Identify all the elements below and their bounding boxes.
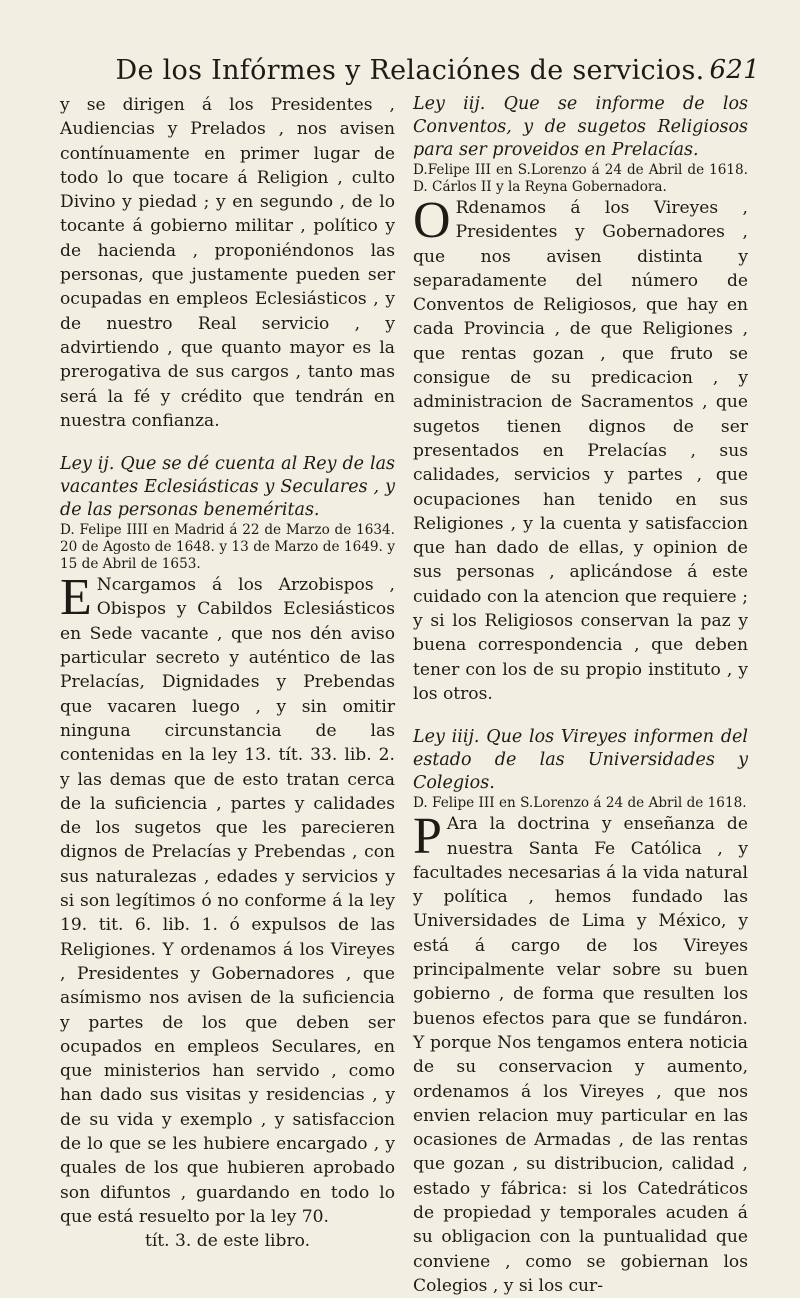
law-2-body: Ncargamos á los Arzobispos , Obispos y Cabildos Eclesiásticos en Sede vacante , que nos dén aviso particular secreto y auténtico de las Prelacías, Dignidades y Prebendas que vacaren luego , y sin omitir ninguna circunstancia de las contenidas en la ley 13. tít. 33. lib. 2. y las demas que de esto tratan cerca de la suficiencia , partes y calidades de los sugetos que les parecieren dignos de Prelacías y Prebendas , con sus naturalezas , edades y servicios y si son legítimos ó no conforme á la ley 19. tit. 6. lib. 1. ó expulsos de las Religiones. Y ordenamos á los Vireyes , Presidentes y Gobernadores , que asímismo nos avisen de la suficiencia y partes de los que deben ser ocupados en empleos Seculares, en que ministerios han servido , como han dado sus visitas y residencias , y de su vida y exemplo , y satisfaccion de lo que se les hubiere encargado , y quales de los que hubieren aprobado son difuntos , guardando en todo lo que está resuelto por la ley 70. — [60, 575, 395, 1227]
running-header — [60, 55, 760, 93]
law-3-dropcap: O — [413, 192, 451, 249]
law-2-heading: Ley ij. Que se dé cuenta al Rey de las vacantes Eclesiásticas y Seculares , y de las personas beneméritas. — [60, 454, 395, 521]
running-title: De los Infórmes y Relaciónes de servicios. — [115, 55, 705, 86]
law-4-body: Ara la doctrina y enseñanza de nuestra Santa Fe Católica , y facultades necesarias á la vida natural y política , hemos fundado las Universidades de Lima y México, y está á cargo de los Vireyes principalmente velar sobre su buen gobierno , de forma que resulten los buenos efectos para que se fundáron. Y porque Nos tengamos entera noticia de su conservacion y aumento, ordenamos á los Vireyes , que nos envien relacion muy particular en las ocasiones de Armadas , de las rentas que gozan , su distribucion, calidad , estado y fábrica: si los Catedráticos de propiedad y temporales acuden á su obligacion con la puntualidad que conviene , como se gobiernan los Colegios , y si los cur- — [413, 814, 748, 1296]
law-2-end-line: tít. 3. de este libro. — [144, 1231, 311, 1252]
law-3-decree: D.Felipe III en S.Lorenzo á 24 de Abril de 1618. D. Cárlos II y la Reyna Gobernadora. — [413, 162, 748, 195]
right-column — [413, 93, 748, 1298]
law-2-decree: D. Felipe IIII en Madrid á 22 de Marzo de 1634. 20 de Agosto de 1648. y 13 de Marzo de 1649. y 15 de Abril de 1653. — [60, 522, 395, 573]
page-number: 621 — [709, 55, 760, 85]
law-4-heading: Ley iiij. Que los Vireyes informen del estado de las Universidades y Colegios. — [413, 727, 748, 794]
law-3-body: Rdenamos á los Vireyes , Presidentes y Gobernadores , que nos avisen distinta y separadamente del número de Conventos de Religiosos, que hay en cada Provincia , de que Religiones , que rentas gozan , que fruto se consigue de su predicacion , y administracion de Sacramentos , que sugetos tienen dignos de ser presentados en Prelacías , sus calidades, servicios y partes , que ocupaciones han tenido en sus Religiones , y la cuenta y satisfaccion que han dado de ellas, y opinion de sus personas , aplicándose á este cuidado con la atencion que requiere ; y si los Religiosos conservan la paz y buena correspondencia , que deben tener con los de su propio instituto , y los otros. — [413, 198, 748, 704]
law-3-body-paragraph — [413, 192, 748, 706]
law-2-dropcap: E — [60, 569, 92, 627]
law-4-dropcap: P — [413, 808, 442, 866]
law-2-body-paragraph — [60, 569, 395, 1229]
left-column — [60, 93, 395, 1253]
continued-paragraph: y se dirigen á los Presidentes , Audiencias y Prelados , nos avisen contínuamente en primer lugar de todo lo que tocare á Religion , culto Divino y piedad ; y en segundo , de lo tocante á gobierno militar , político y de hacienda , proponiéndonos las personas, que justamente pueden ser ocupadas en empleos Eclesiásticos , y de nuestro Real servicio , y advirtiendo , que quanto mayor es la prerogativa de sus cargos , tanto mas será la fé y crédito que tendrán en nuestra confianza. — [60, 95, 395, 431]
law-4-body-paragraph — [413, 808, 748, 1298]
law-3-heading: Ley iij. Que se informe de los Conventos, y de sugetos Religiosos para ser proveidos en Prelacías. — [413, 94, 748, 160]
law-4-decree: D. Felipe III en S.Lorenzo á 24 de Abril de 1618. — [413, 795, 747, 812]
